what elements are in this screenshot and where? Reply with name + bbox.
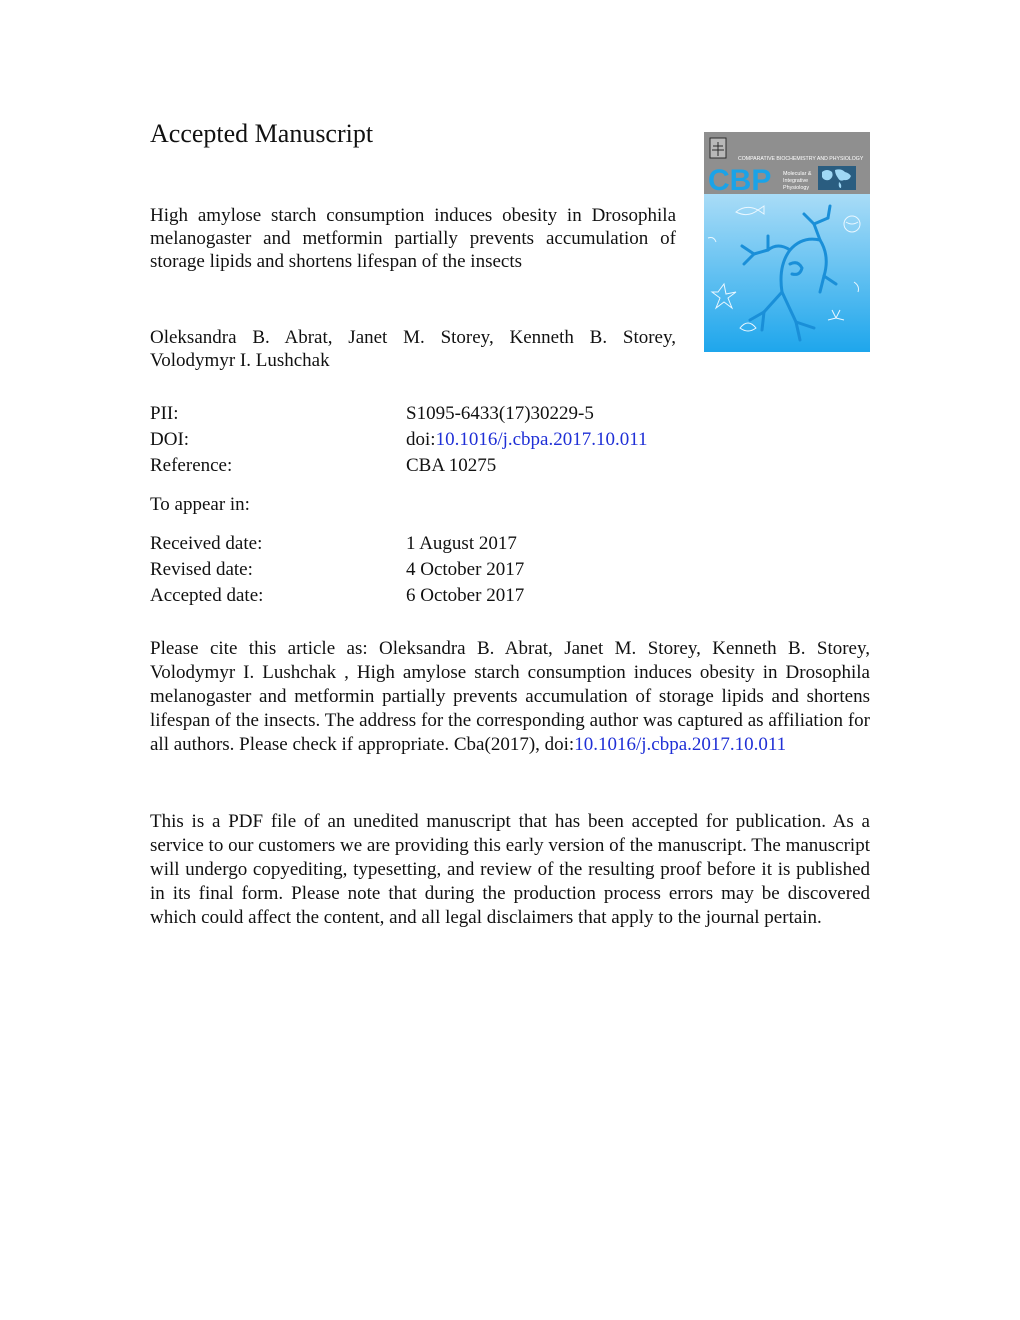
- world-map-icon: [818, 166, 856, 190]
- citation-paragraph: [150, 637, 870, 757]
- pii-label: PII:: [150, 403, 179, 424]
- doi-link[interactable]: 10.1016/j.cbpa.2017.10.011: [435, 429, 648, 450]
- author-list: Oleksandra B. Abrat, Janet M. Storey, Kenneth B. Storey, Volodymyr I. Lushchak: [150, 327, 676, 371]
- pii-value: S1095-6433(17)30229-5: [406, 403, 594, 424]
- page-heading: Accepted Manuscript: [150, 119, 374, 148]
- citation-doi-link[interactable]: 10.1016/j.cbpa.2017.10.011: [574, 734, 787, 755]
- appear-in-label: To appear in:: [150, 494, 250, 515]
- revised-label: Revised date:: [150, 559, 253, 580]
- received-label: Received date:: [150, 533, 263, 554]
- revised-value: 4 October 2017: [406, 559, 525, 580]
- cover-journal-name: COMPARATIVE BIOCHEMISTRY AND PHYSIOLOGY: [738, 156, 864, 162]
- citation-text: Please cite this article as: Oleksandra B. Abrat, Janet M. Storey, Kenneth B. Storey, Volodymyr I. Lushchak , High amylose starch consumption induces obesity in Drosophila melanogaster and metformin partially prevents accumulation of storage lipids and shortens lifespan of the insects. The address for the corresponding author was captured as affiliation for all authors. Please check if appropriate. Cba(2017), doi:: [150, 638, 870, 755]
- cover-body: [704, 194, 870, 352]
- publisher-tree-icon: [710, 138, 726, 158]
- doi-label: DOI:: [150, 429, 190, 450]
- cover-subtitle-2: Integrative: [783, 178, 809, 184]
- doi-prefix: doi:: [406, 429, 436, 450]
- reference-label: Reference:: [150, 455, 233, 476]
- doi-value: [406, 428, 648, 452]
- manuscript-notice: This is a PDF file of an unedited manuscript that has been accepted for publication. As a service to our customers we are providing this early version of the manuscript. The manuscript will undergo copyediting, typesetting, and review of the resulting proof before it is published in its final form. Please note that during the production process errors may be discovered which could affect the content, and all legal disclaimers that apply to the journal pertain.: [150, 811, 870, 928]
- reference-value: CBA 10275: [406, 455, 497, 476]
- cover-subtitle-3: Physiology: [783, 185, 810, 191]
- cover-subtitle-1: Molecular &: [783, 171, 812, 177]
- cover-abbrev: CBP: [708, 164, 772, 197]
- accepted-label: Accepted date:: [150, 585, 264, 606]
- received-value: 1 August 2017: [406, 533, 517, 554]
- journal-cover: [704, 132, 870, 352]
- article-title: High amylose starch consumption induces obesity in Drosophila melanogaster and metformin partially prevents accumulation of storage lipids and shortens lifespan of the insects: [150, 205, 676, 272]
- accepted-value: 6 October 2017: [406, 585, 525, 606]
